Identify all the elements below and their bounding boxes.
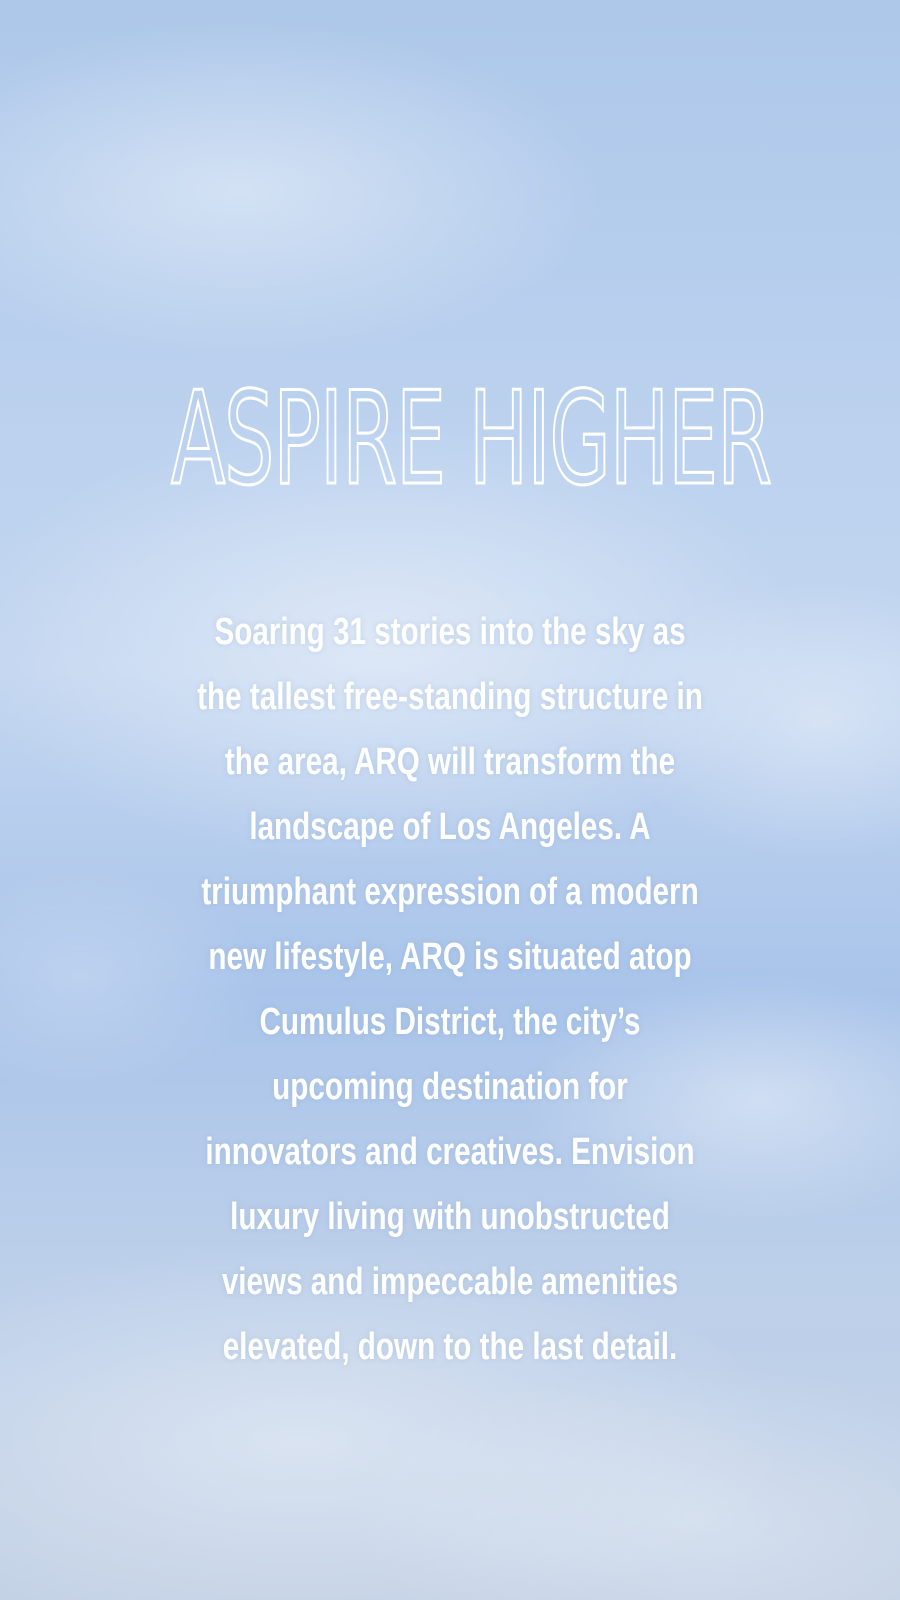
hero-description: Soaring 31 stories into the sky as the tallest free-standing structure in the area, ARQ will transform the landscape of Los Angeles. A triumphant expression of a modern new lifestyle, ARQ is situated atop Cumulus District, the city’s upcoming destination for innovators and creatives. Envision luxury living with unobstructed views and impeccable amenities elevated, down to the last detail. bbox=[197, 611, 703, 1368]
hero-title: ASPIRE HIGHER bbox=[171, 365, 771, 514]
